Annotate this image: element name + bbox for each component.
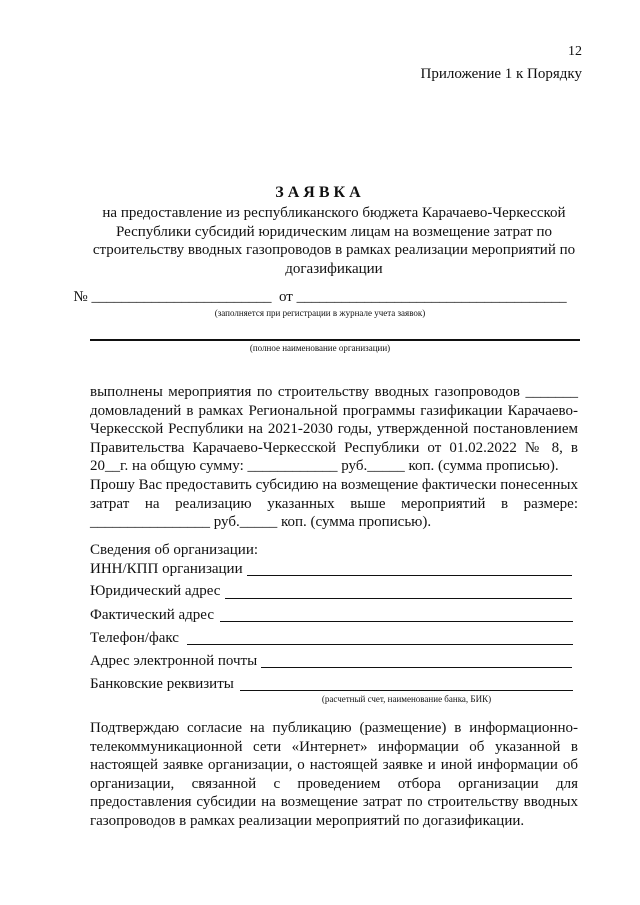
org-info-heading: Сведения об организации: xyxy=(90,542,259,558)
main-text-paragraph-1: выполнены мероприятия по строительству вводных газопроводов _______ домовладений в рамках Региональной программы газификации Карачаево-Черкесской Республики на 2021-2030 годы, утвержденной постановлением Правительства Карачаево-Черкесской Республики от 01.02.2022 № 8, в 20__г. на общую сумму: ____________ руб._____ коп. (сумма прописью). xyxy=(90,384,578,475)
organization-name-line xyxy=(90,339,580,341)
field-actual-address-label: Фактический адрес xyxy=(90,607,214,623)
consent-text: Подтверждаю согласие на публикацию (размещение) в информационно-телекоммуникационной сети «Интернет» информации об указанной в настоящей заявке организации, о настоящей заявке и иной информации об организации, связанной с проведением отбора организации для предоставления субсидии на возмещение затрат по строительству вводных газопроводов в рамках реализации мероприятий по догазификации. xyxy=(90,720,578,829)
field-email-label: Адрес электронной почты xyxy=(90,653,258,669)
field-phone-fax-label: Телефон/факс xyxy=(90,630,179,646)
bank-details-hint: (расчетный счет, наименование банка, БИК) xyxy=(321,694,492,704)
field-legal-address-line xyxy=(225,598,572,599)
field-bank-details-label: Банковские реквизиты xyxy=(90,676,234,692)
page-number: 12 xyxy=(568,44,582,59)
main-text xyxy=(90,383,578,532)
registration-hint: (заполняется при регистрации в журнале учета заявок) xyxy=(214,308,426,318)
main-text-paragraph-2: Прошу Вас предоставить субсидию на возмещение фактически понесенных затрат на реализацию указанных выше мероприятий в размере: ________________ руб._____ коп. (сумма прописью). xyxy=(90,476,578,531)
organization-name-hint: (полное наименование организации) xyxy=(249,343,391,353)
field-phone-fax-line xyxy=(187,644,573,645)
field-legal-address-label: Юридический адрес xyxy=(90,583,221,599)
document-title: ЗАЯВКА xyxy=(275,184,365,201)
appendix-label: Приложение 1 к Порядку xyxy=(420,66,582,82)
field-actual-address-line xyxy=(220,621,573,622)
field-inn-kpp-label: ИНН/КПП организации xyxy=(90,561,243,577)
field-email-line xyxy=(261,667,572,668)
registration-line: № ________________________ от ____________________________________ xyxy=(73,289,567,305)
document-subtitle: на предоставление из республиканского бюджета Карачаево-Черкесской Республики субсидий юридическим лицам на возмещение затрат по строительству вводных газопроводов в рамках реализации мероприятий по догазификации xyxy=(92,205,576,277)
field-bank-details-line xyxy=(240,690,573,691)
field-inn-kpp-line xyxy=(247,575,572,576)
